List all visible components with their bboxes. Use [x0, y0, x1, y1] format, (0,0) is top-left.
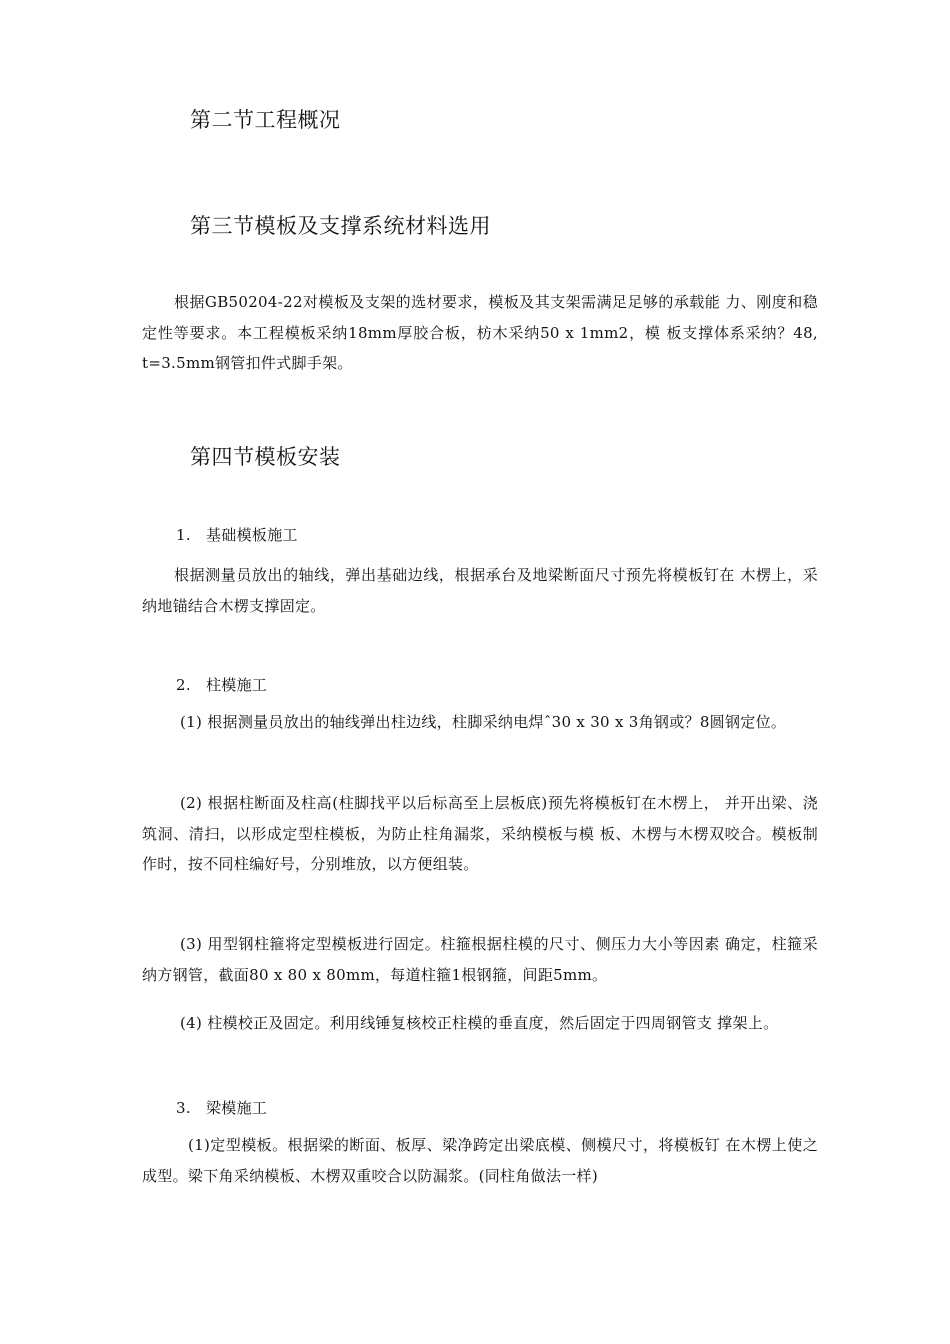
item-1-paragraph: 根据测量员放出的轴线，弹出基础边线，根据承台及地梁断面尺寸预先将模板钉在 木楞上，采纳地锚结合木楞支撑固定。 — [142, 566, 818, 615]
item-2-heading — [176, 673, 267, 697]
item-3-heading — [176, 1096, 267, 1120]
section-3-paragraph: 根据GB50204-22对模板及支架的选材要求，模板及其支架需满足足够的承载能 力、刚度和稳定性等要求。本工程模板采纳18mm厚胶合板，枋木采纳50 x 1mm2，模 板支撑体系采纳？48, t=3.5mm钢管扣件式脚手架。 — [142, 293, 818, 372]
item-2-paragraph-1: (1) 根据测量员放出的轴线弹出柱边线，柱脚采纳电焊ˆ30 x 30 x 3角钢或？8圆钢定位。 — [180, 713, 787, 731]
item-1-heading — [176, 523, 298, 547]
item-3-number: 3. — [176, 1099, 191, 1117]
item-2-paragraph-3: (3) 用型钢柱箍将定型模板进行固定。柱箍根据柱模的尺寸、侧压力大小等因素 确定，柱箍采纳方钢管，截面80 x 80 x 80mm，每道柱箍1根钢箍，间距5mm。 — [142, 935, 818, 984]
item-2-number: 2. — [176, 676, 191, 694]
section-4-title: 第四节模板安装 — [190, 445, 341, 469]
item-3-paragraph-1: (1)定型模板。根据梁的断面、板厚、梁净跨定出梁底模、侧模尺寸，将模板钉 在木楞上使之成型。梁下角采纳模板、木楞双重咬合以防漏浆。(同柱角做法一样) — [142, 1136, 818, 1185]
section-3-title: 第三节模板及支撑系统材料选用 — [190, 214, 491, 238]
item-2-title: 柱模施工 — [206, 676, 268, 694]
item-1-title: 基础模板施工 — [206, 526, 298, 544]
item-3-title: 梁模施工 — [206, 1099, 268, 1117]
section-2-title: 第二节工程概况 — [190, 108, 341, 132]
item-2-paragraph-4: (4) 柱模校正及固定。利用线锤复核校正柱模的垂直度，然后固定于四周钢管支 撑架上。 — [180, 1014, 779, 1032]
item-2-paragraph-2: (2) 根据柱断面及柱高(柱脚找平以后标高至上层板底)预先将模板钉在木楞上， 并开出梁、浇筑洞、清扫，以形成定型柱模板，为防止柱角漏浆，采纳模板与模 板、木楞与木楞双咬合。模板制作时，按不同柱编好号，分别堆放，以方便组装。 — [142, 794, 818, 873]
item-1-number: 1. — [176, 526, 191, 544]
